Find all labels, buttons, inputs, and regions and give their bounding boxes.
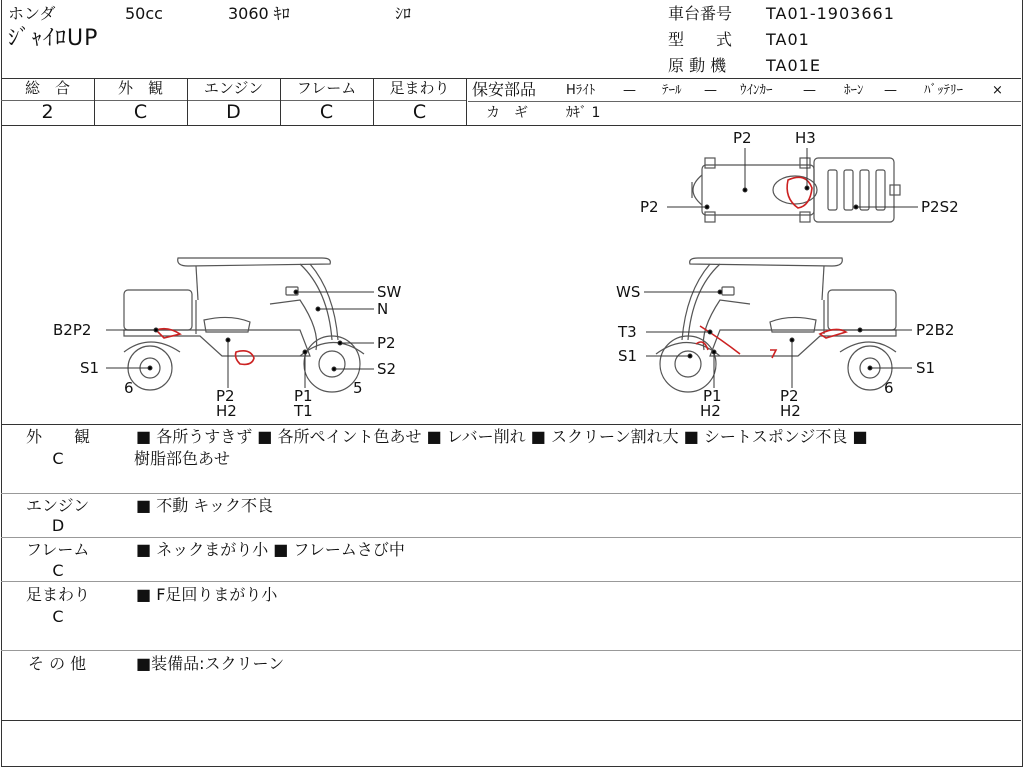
note-suspension-text: ■ F足回りまがり小 <box>136 585 278 604</box>
label-ws: WS <box>616 283 641 301</box>
label-n: N <box>377 300 389 318</box>
note-engine-grade: D <box>51 516 65 535</box>
safety-battery: ﾊﾞｯﾃﾘｰ <box>924 83 963 98</box>
safety-winker-value: — <box>803 83 816 98</box>
grade-header-engine: エンジン <box>203 79 264 97</box>
label-5: 5 <box>353 379 363 397</box>
label-r-p2b2: P2B2 <box>916 321 955 339</box>
label-top-h3: H3 <box>795 129 816 147</box>
damage-diagram <box>0 125 1024 425</box>
label-r-s1: S1 <box>618 347 638 365</box>
label-p2-front: P2 <box>377 334 396 352</box>
note-other-label: そ の 他 <box>28 654 87 673</box>
grade-header-total: 総 合 <box>24 79 70 97</box>
label-b2p2: B2P2 <box>53 321 92 339</box>
note-engine-text: ■ 不動 キック不良 <box>136 496 273 515</box>
scooter-left-view <box>124 258 364 392</box>
safety-horn-value: — <box>884 83 897 98</box>
note-exterior-grade: C <box>52 449 64 468</box>
grade-header-exterior: 外 観 <box>117 79 163 97</box>
label-r-s1-rear: S1 <box>916 359 936 377</box>
grade-header-frame: フレーム <box>296 79 357 97</box>
divider <box>1 720 1021 721</box>
scooter-top-view <box>692 158 900 222</box>
safety-label: 保安部品 <box>472 80 537 99</box>
divider <box>1 493 1021 494</box>
grade-suspension: C <box>412 101 427 123</box>
grade-engine: D <box>226 101 241 123</box>
note-frame-label: フレーム <box>26 540 90 559</box>
divider <box>468 101 1021 102</box>
label-t3: T3 <box>618 323 637 341</box>
note-frame-grade: C <box>52 561 64 580</box>
divider <box>466 78 467 125</box>
note-exterior-text-cont: 樹脂部色あせ <box>134 449 231 468</box>
safety-tail: ﾃｰﾙ <box>662 83 682 98</box>
note-frame-text: ■ ネックまがり小 ■ フレームさび中 <box>136 540 405 559</box>
label-r-h2b: H2 <box>780 402 801 420</box>
chassis-label: 車台番号 <box>668 4 733 23</box>
label-r-6: 6 <box>884 379 894 397</box>
grade-exterior: C <box>133 101 148 123</box>
note-suspension-label: 足まわり <box>26 585 91 604</box>
safety-headlight: Hﾗｲﾄ <box>566 83 596 98</box>
engine-value: TA01E <box>766 56 821 75</box>
divider <box>1 581 1021 582</box>
note-engine-label: エンジン <box>26 496 90 515</box>
note-other-text: ■装備品:スクリーン <box>136 654 285 673</box>
type-label: 型 式 <box>668 30 733 49</box>
maker: ホンダ <box>8 4 56 23</box>
label-top-p2-front: P2 <box>640 198 659 216</box>
label-sw: SW <box>377 283 402 301</box>
chassis-value: TA01-1903661 <box>766 4 895 23</box>
divider <box>1 537 1021 538</box>
label-6: 6 <box>124 379 134 397</box>
label-r-h2a: H2 <box>700 402 721 420</box>
label-s2: S2 <box>377 360 397 378</box>
grade-header-suspension: 足まわり <box>389 79 450 97</box>
safety-horn: ﾎｰﾝ <box>844 83 864 98</box>
label-top-p2s2: P2S2 <box>921 198 959 216</box>
label-top-p2: P2 <box>733 129 752 147</box>
label-s1: S1 <box>80 359 100 377</box>
safety-headlight-value: — <box>623 83 636 98</box>
label-r-p1: P1 <box>703 387 722 405</box>
displacement: 50cc <box>125 4 163 23</box>
note-exterior-label: 外 観 <box>26 427 91 446</box>
safety-battery-value: × <box>992 83 1003 98</box>
label-h2: H2 <box>216 402 237 420</box>
type-value: TA01 <box>766 30 810 49</box>
label-t1: T1 <box>294 402 313 420</box>
label-r-p2: P2 <box>780 387 799 405</box>
label-p2: P2 <box>216 387 235 405</box>
color: ｼﾛ <box>395 4 412 23</box>
grade-frame: C <box>319 101 334 123</box>
safety-winker: ｳｲﾝｶｰ <box>740 83 773 98</box>
note-suspension-grade: C <box>52 607 64 626</box>
mileage: 3060 ｷﾛ <box>228 4 290 23</box>
divider <box>1 650 1021 651</box>
key-value: ｶｷﾞ 1 <box>566 105 601 121</box>
damage-marks <box>156 177 846 364</box>
note-exterior-text: ■ 各所うすきず ■ 各所ペイント色あせ ■ レバー削れ ■ スクリーン割れ大 ■ シートスポンジ不良 ■ <box>136 427 868 446</box>
scooter-right-view <box>656 258 896 392</box>
label-p1: P1 <box>294 387 313 405</box>
engine-label: 原 動 機 <box>668 56 727 75</box>
model-name: ｼﾞｬｲﾛUP <box>8 26 99 51</box>
grade-total: 2 <box>41 101 54 123</box>
key-label: カ ギ <box>486 105 528 121</box>
safety-tail-value: — <box>704 83 717 98</box>
